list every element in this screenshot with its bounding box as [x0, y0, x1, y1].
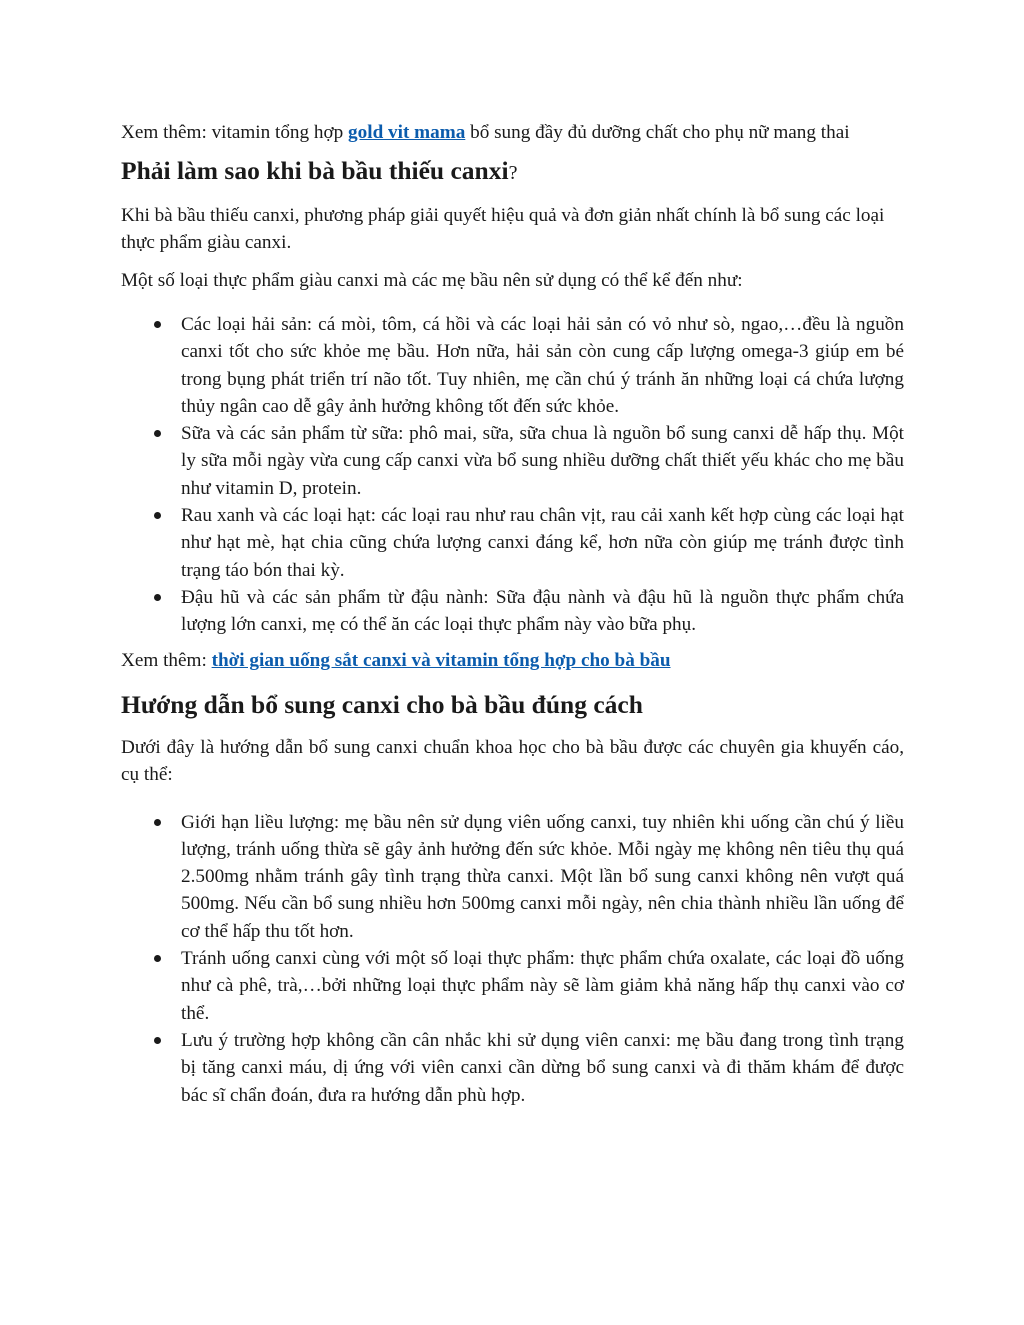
bullet-icon: [154, 430, 161, 437]
guide-intro-paragraph: Dưới đây là hướng dẫn bổ sung canxi chuẩn khoa học cho bà bầu được các chuyên gia khuyến cáo, cụ thể:: [121, 736, 904, 785]
bullet-icon: [154, 512, 161, 519]
list-item: [121, 502, 904, 584]
list-item-text: Sữa và các sản phẩm từ sữa: phô mai, sữa, sữa chua là nguồn bổ sung canxi dễ hấp thụ. Một ly sữa mỗi ngày vừa cung cấp canxi vừa bổ sung nhiều dưỡng chất thiết yếu khác cho mẹ bầu như vitamin D, protein.: [181, 423, 904, 499]
heading-text: Phải làm sao khi bà bầu thiếu canxi: [121, 156, 509, 185]
see-also-suffix: bổ sung đầy đủ dưỡng chất cho phụ nữ mang thai: [465, 122, 850, 143]
list-item-text: Giới hạn liều lượng: mẹ bầu nên sử dụng viên uống canxi, tuy nhiên khi uống cần chú ý liều lượng, tránh uống thừa sẽ gây ảnh hưởng đến sức khỏe. Mỗi ngày mẹ không nên tiêu thụ quá 2.500mg nhằm tránh gây tình trạng thừa canxi. Một lần bổ sung canxi không nên vượt quá 500mg. Nếu cần bổ sung nhiều hơn 500mg canxi mỗi ngày, nên chia thành nhiều lần uống để cơ thể hấp thu tốt hơn.: [181, 811, 904, 942]
list-item-text: Rau xanh và các loại hạt: các loại rau như rau chân vịt, rau cải xanh kết hợp cùng các loại hạt như hạt mè, hạt chia cũng chứa lượng canxi đáng kể, hơn nữa còn giúp mẹ tránh được tình trạng táo bón thai kỳ.: [181, 505, 904, 581]
bullet-icon: [154, 819, 161, 826]
intro-paragraph: Khi bà bầu thiếu canxi, phương pháp giải quyết hiệu quả và đơn giản nhất chính là bổ sung các loại thực phẩm giàu canxi.: [121, 205, 885, 253]
see-also-2-prefix: Xem thêm:: [121, 649, 212, 671]
list-item: [121, 584, 904, 639]
list-item-text: Tránh uống canxi cùng với một số loại thực phẩm: thực phẩm chứa oxalate, các loại đồ uống như cà phê, trà,…bởi những loại thực phẩm này sẽ làm giảm khả năng hấp thụ canxi vào cơ thể.: [181, 948, 904, 1024]
list-item: [121, 311, 904, 420]
list-item: [121, 420, 904, 502]
iron-calcium-vitamin-link[interactable]: thời gian uống sắt canxi và vitamin tổng hợp cho bà bầu: [211, 649, 671, 671]
see-also-prefix: Xem thêm: vitamin tổng hợp: [121, 122, 349, 143]
list-intro-paragraph: Một số loại thực phẩm giàu canxi mà các mẹ bầu nên sử dụng có thể kể đến như:: [121, 270, 743, 291]
list-item: [121, 945, 904, 1027]
list-item-text: Đậu hũ và các sản phẩm từ đậu nành: Sữa đậu nành và đậu hũ là nguồn thực phẩm chứa lượng lớn canxi, mẹ có thể ăn các loại thực phẩm này vào bữa phụ.: [181, 586, 904, 636]
list-item-text: Các loại hải sản: cá mòi, tôm, cá hồi và các loại hải sản có vỏ như sò, ngao,…đều là nguồn canxi tốt cho sức khỏe mẹ bầu. Hơn nữa, hải sản còn cung cấp lượng omega-3 giúp em bé trong bụng phát triển trí não tốt. Tuy nhiên, mẹ cần chú ý tránh ăn những loại cá chứa lượng thủy ngân cao dễ gây ảnh hưởng không tốt đến sức khỏe.: [181, 314, 904, 417]
see-also-line-1: [121, 119, 904, 146]
bullet-icon: [154, 955, 161, 962]
heading-calcium-deficiency: [121, 154, 904, 190]
heading-question-mark: ?: [508, 162, 518, 184]
calcium-foods-list: [121, 311, 904, 639]
calcium-guide-list: [121, 809, 904, 1109]
list-item-text: Lưu ý trường hợp không cần cân nhắc khi sử dụng viên canxi: mẹ bầu đang trong tình trạng bị tăng canxi máu, dị ứng với viên canxi cần dừng bổ sung canxi và đi thăm khám để được bác sĩ chẩn đoán, đưa ra hướng dẫn phù hợp.: [181, 1029, 904, 1106]
bullet-icon: [154, 1037, 161, 1044]
list-item: [121, 1027, 904, 1109]
bullet-icon: [154, 321, 161, 328]
document-page: [121, 119, 904, 1109]
list-item: [121, 809, 904, 945]
heading-calcium-guide: Hướng dẫn bổ sung canxi cho bà bầu đúng cách: [121, 689, 643, 719]
see-also-line-2: [121, 647, 904, 674]
bullet-icon: [154, 594, 161, 601]
gold-vit-mama-link[interactable]: gold vit mama: [348, 122, 466, 143]
